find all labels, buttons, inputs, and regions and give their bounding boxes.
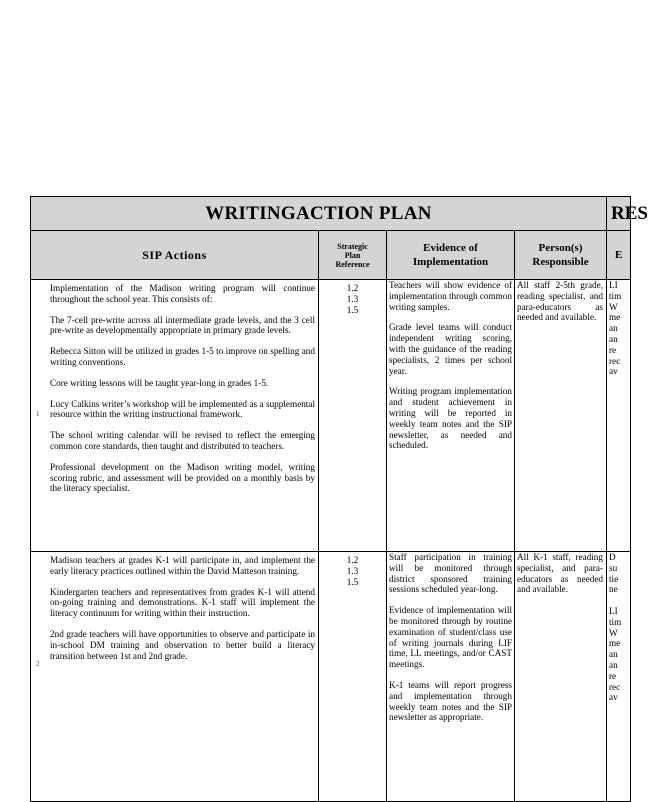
action-item: The school writing calendar will be revised to reflect the emerging common core standards, then taught and distributed to teachers.	[50, 430, 315, 451]
header-sip-actions: SIP Actions	[31, 231, 319, 280]
ref-item: 1.2	[346, 555, 359, 565]
evidence-item: Teachers will show evidence of implementation through common writing samples.	[389, 280, 512, 312]
table-title-cell-cut	[607, 197, 648, 231]
evidence-item: Writing program implementation and student achievement in writing will be reported in weekly team notes and the SIP newsletter, as needed and scheduled.	[389, 386, 512, 451]
table-title: WRITINGACTION PLAN	[205, 202, 432, 224]
writing-action-plan-table	[30, 196, 648, 800]
action-item: Kindergarten teachers and representatives from grades K-1 will attend on-going training and demonstrations. K-1 staff will implement the literacy continuum for writing within their instruction.	[50, 586, 315, 619]
evidence-item: Grade level teams will conduct independent writing scoring, with the guidance of the reading specialists, 2 times per school year.	[389, 322, 512, 376]
evidence-item: Evidence of implementation will be monitored through by routine examination of student/class use of writing journals during LIF time, LL meetings, and/or CAST meetings.	[389, 605, 512, 670]
table-title-cut: RES	[611, 202, 648, 224]
action-item: Professional development on the Madison writing model, writing scoring rubric, and assessment will be provided on a monthly basis by the literacy specialist.	[50, 461, 315, 494]
ref-item: 1.5	[346, 304, 359, 315]
action-item: Rebecca Sitton will be utilized in grades 1-5 to improve on spelling and writing conventions.	[50, 346, 315, 367]
header-evidence: Evidence of Implementation	[387, 231, 515, 280]
actions-cell	[31, 552, 319, 802]
ref-item: 1.3	[346, 565, 359, 576]
persons-cell: All K-1 staff, reading specialist, and para-educators as needed and available.	[515, 552, 607, 802]
margin-mark: 1	[36, 410, 40, 418]
action-item: The 7-cell pre-write across all intermediate grade levels, and the 3 cell pre-write as developmentally appropriate in primary grade levels.	[50, 314, 315, 336]
header-persons-responsible: Person(s) Responsible	[515, 231, 607, 280]
action-item: 2nd grade teachers will have opportunities to observe and participate in in-school DM training and observation to better build a literacy transition between 1st and 2nd grade.	[50, 628, 315, 661]
refs-cell	[319, 552, 387, 802]
evidence-item: Staff participation in training will be monitored through district sponsored training sessions scheduled year-long.	[389, 552, 512, 595]
ref-item: 1.5	[346, 576, 359, 587]
action-item: Implementation of the Madison writing program will continue throughout the school year. This consists of:	[50, 283, 315, 304]
evidence-cell	[387, 552, 515, 802]
refs-cell	[319, 280, 387, 552]
cut-cell: LI tim W me an an re rec av	[607, 280, 631, 552]
actions-cell	[31, 280, 319, 552]
table-row	[31, 552, 631, 802]
table-row	[31, 280, 631, 552]
evidence-item: K-1 teams will report progress and implementation through weekly team notes and the SIP newsletter as appropriate.	[389, 679, 512, 723]
action-item: Core writing lessons will be taught year-long in grades 1-5.	[50, 377, 269, 388]
ref-item: 1.2	[346, 283, 359, 293]
ref-item: 1.3	[346, 293, 359, 304]
cut-cell: D su tie ne LI tim W me an an re rec av	[607, 552, 631, 802]
table-title-cell	[31, 197, 607, 231]
header-cut: E	[607, 231, 631, 280]
action-item: Madison teachers at grades K-1 will participate in, and implement the early literacy practices outlined within the David Matteson training.	[50, 555, 315, 576]
action-item: Lucy Calkins writer’s workshop will be implemented as a supplemental resource within the writing instructional framework.	[50, 398, 315, 420]
persons-cell: All staff 2-5th grade, reading specialist, and para-educators as needed and available.	[515, 280, 607, 552]
margin-mark: 2	[36, 660, 40, 668]
evidence-cell	[387, 280, 515, 552]
header-strategic-plan-reference: Strategic Plan Reference	[319, 231, 387, 280]
